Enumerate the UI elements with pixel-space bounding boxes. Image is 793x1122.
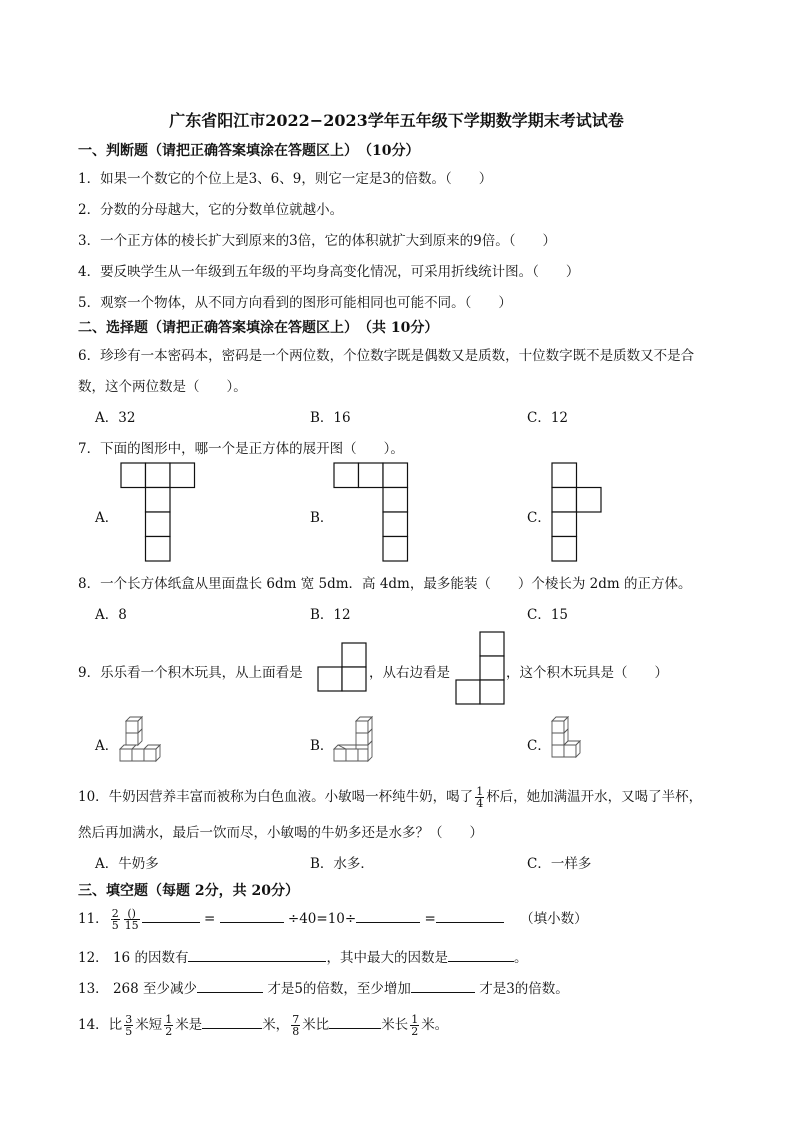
q9-option-b: B． [310, 738, 334, 754]
q11-fraction-2: $\frac{()}{15}$ [124, 907, 139, 932]
question-2: 2．分数的分母越大，它的分数单位就越小。 [78, 202, 344, 218]
q7-net-a [121, 463, 196, 563]
question-8: 8．一个长方体纸盒从里面盘长 6dm 宽 5dm．高 4dm，最多能装（ ）个棱长为 2dm 的正方体。 [78, 576, 692, 592]
question-9-part3: ，这个积木玩具是（ ） [506, 665, 668, 681]
q11-fraction-1: $\frac{2}{5}$ [111, 907, 119, 932]
q7-option-b: B． [310, 510, 334, 526]
question-3: 3．一个正方体的棱长扩大到原来的3倍，它的体积就扩大到原来的9倍。（ ） [78, 233, 557, 249]
question-4: 4．要反映学生从一年级到五年级的平均身高变化情况，可采用折线统计图。（ ） [78, 264, 580, 280]
q10-fraction: $\frac{1}{4}$ [476, 785, 484, 810]
question-5: 5．观察一个物体，从不同方向看到的图形可能相同也可能不同。（ ） [78, 295, 512, 311]
q12-blank-1[interactable] [188, 949, 326, 962]
q8-option-c: C．15 [527, 607, 569, 623]
q14-blank-2[interactable] [329, 1016, 381, 1029]
question-6-line1: 6．珍珍有一本密码本，密码是一个两位数，个位数字既是偶数又是质数，十位数字既不是质数又不是合 [78, 348, 695, 364]
question-10-line2: 然后再加满水，最后一饮而尽，小敏喝的牛奶多还是水多？（ ） [78, 825, 483, 841]
section-heading-choice: 二、选择题（请把正确答案填涂在答题区上） （共 10分） [78, 320, 439, 336]
q6-option-a: A．32 [95, 410, 136, 426]
q11-blank-1[interactable] [142, 910, 200, 923]
q7-net-c [552, 463, 604, 563]
question-7: 7．下面的图形中，哪一个是正方体的展开图（ ）。 [78, 441, 404, 457]
question-10-line1: 10．牛奶因营养丰富而被称为白色血液。小敏喝一杯纯牛奶，喝了 $\frac{1}{4}$ 杯后，她加满温开水，又喝了半杯， [78, 785, 703, 810]
q9-block-model-a [120, 716, 162, 766]
page-title: 广东省阳江市2022−2023学年五年级下学期数学期末考试试卷 [169, 111, 624, 130]
q8-option-a: A．8 [95, 607, 127, 623]
question-13: 13． 268 至少减少 才是5的倍数，至少增加 才是3的倍数。 [78, 981, 569, 997]
q7-net-b [334, 463, 409, 563]
q10-option-b: B．水多． [310, 856, 374, 872]
q11-blank-3[interactable] [356, 910, 420, 923]
q7-option-a: A． [95, 510, 119, 526]
question-1: 1．如果一个数它的个位上是3、6、9，则它一定是3的倍数。（ ） [78, 171, 493, 187]
q13-blank-1[interactable] [197, 980, 263, 993]
q8-option-b: B．12 [310, 607, 351, 623]
q9-right-view [456, 632, 506, 707]
question-9-part2: ，从右边看是 [369, 665, 450, 681]
q9-option-a: A． [95, 738, 119, 754]
question-12: 12． 16 的因数有 ，其中最大的因数是 。 [78, 950, 528, 966]
q9-block-model-c [550, 716, 592, 766]
question-6-line2: 数，这个两位数是（ ）。 [78, 379, 247, 395]
q14-blank-1[interactable] [202, 1016, 262, 1029]
section-heading-judgment: 一、判断题（请把正确答案填涂在答题区上） （10分） [78, 143, 420, 159]
question-9-part1: 9．乐乐看一个积木玩具，从上面看是 [78, 665, 303, 681]
q12-blank-2[interactable] [448, 949, 514, 962]
q10-option-a: A．牛奶多 [95, 856, 159, 872]
question-14: 14．比 $\frac{3}{5}$ 米短 $\frac{1}{2}$ 米是 米， $\frac{7}{8}$ 米比 米长 $\frac{1}{2}$ 米。 [78, 1013, 449, 1038]
q9-option-c: C． [527, 738, 551, 754]
section-heading-fill: 三、填空题（每题 2分，共 20分） [78, 883, 299, 899]
q6-option-b: B．16 [310, 410, 351, 426]
q6-option-c: C．12 [527, 410, 569, 426]
q7-option-c: C． [527, 510, 551, 526]
question-11: 11． $\frac{2}{5}$ $\frac{()}{15}$ = ÷40=10÷ = （填小数） [78, 907, 588, 932]
q11-blank-2[interactable] [220, 910, 284, 923]
q10-option-c: C．一样多 [527, 856, 592, 872]
q13-blank-2[interactable] [411, 980, 475, 993]
q11-blank-4[interactable] [436, 910, 504, 923]
q9-block-model-b [334, 716, 376, 766]
q9-top-view [318, 643, 368, 693]
